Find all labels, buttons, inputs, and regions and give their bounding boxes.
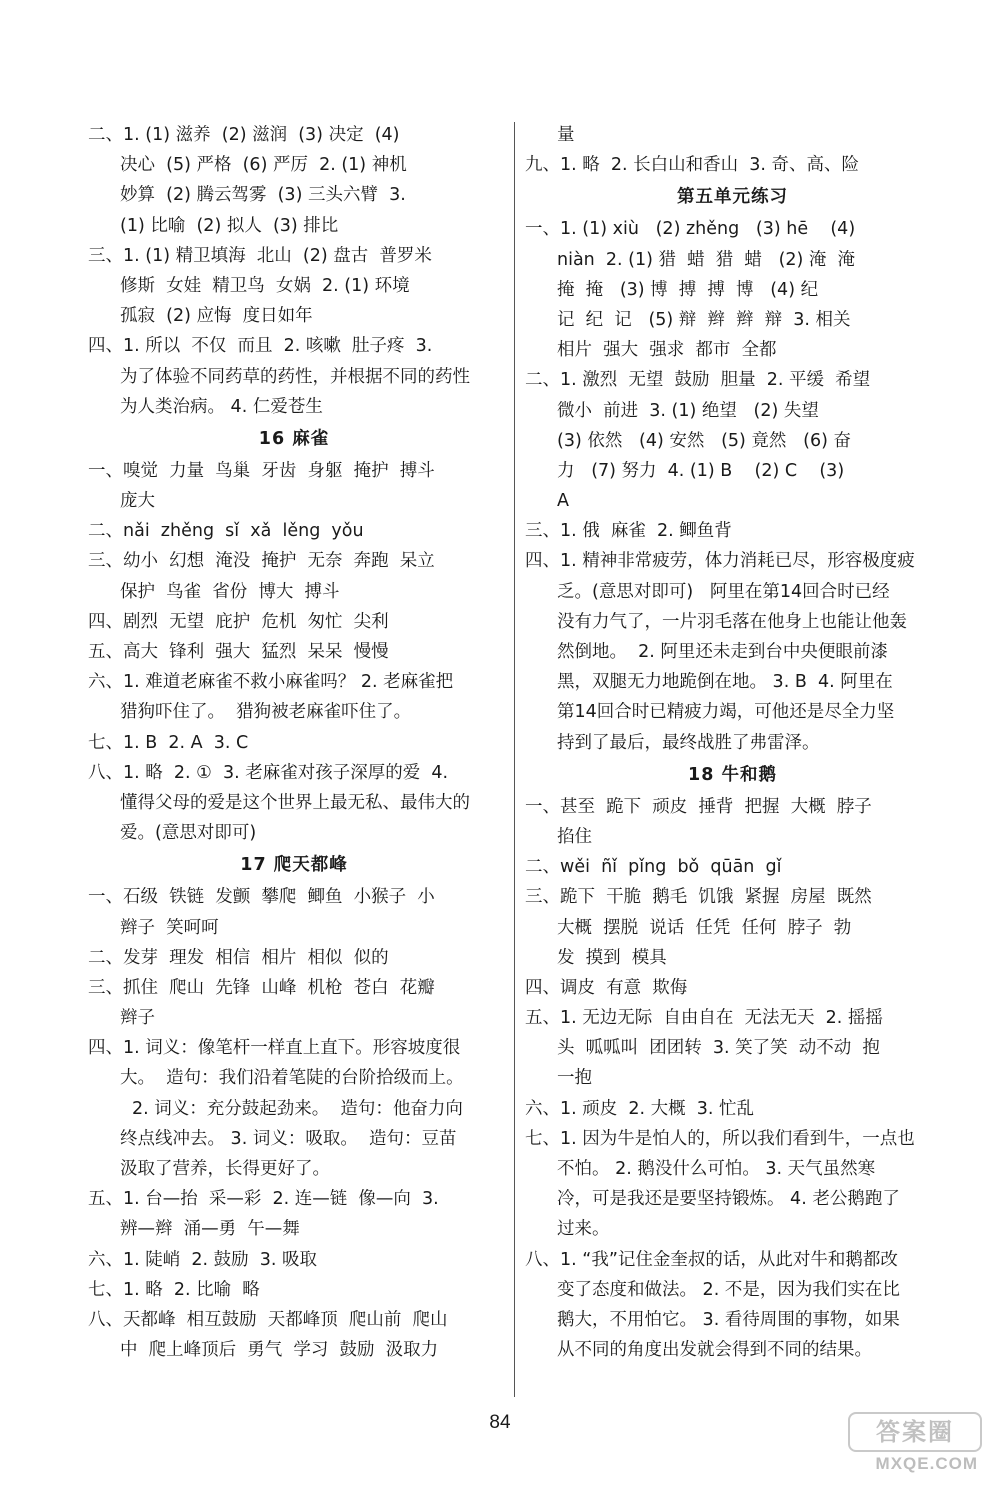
answer-line: 四、1. 精神非常疲劳，体力消耗已尽，形容极度疲 (525, 551, 915, 572)
answer-line: 二、1. (1) 滋养 (2) 滋润 (3) 决定 (4) (88, 125, 400, 145)
column-divider (514, 122, 515, 1397)
answer-line: 辫子 (120, 1008, 155, 1029)
answer-line: 猎狗吓住了。 猎狗被老麻雀吓住了。 (120, 702, 412, 723)
answer-line: 为人类治病。 4. 仁爱苍生 (120, 396, 323, 417)
section-title: 16 麻雀 (258, 428, 330, 449)
answer-line: 乏。(意思对即可) 阿里在第14回合时已经 (557, 581, 890, 602)
answer-line: 从不同的角度出发就会得到不同的结果。 (557, 1340, 872, 1361)
answer-line: 三、跪下 干脆 鹅毛 饥饿 紧握 房屋 既然 (525, 887, 872, 908)
answer-line: (3) 依然 (4) 安然 (5) 竟然 (6) 奋 (557, 430, 851, 451)
answer-line: 孤寂 (2) 应悔 度日如年 (120, 306, 313, 327)
answer-line: 五、1. 无边无际 自由自在 无法无天 2. 摇摇 (525, 1008, 883, 1029)
answer-line: 二、nǎi zhěng sǐ xǎ lěng yǒu (88, 521, 364, 542)
answer-line: 中 爬上峰顶后 勇气 学习 鼓励 汲取力 (120, 1340, 439, 1361)
left-column (88, 120, 500, 1365)
answer-line: 微小 前进 3. (1) 绝望 (2) 失望 (557, 400, 819, 421)
answer-line: 修斯 女娃 精卫鸟 女娲 2. (1) 环境 (120, 275, 410, 296)
answer-line: niàn 2. (1) 猎 蜡 猎 蜡 (2) 淹 淹 (557, 249, 856, 270)
answer-line: 相片 强大 强求 都市 全都 (557, 340, 777, 361)
answer-line: 黑，双腿无力地跪倒在地。 3. B 4. 阿里在 (557, 672, 893, 693)
answer-line: 六、1. 难道老麻雀不救小麻雀吗？ 2. 老麻雀把 (88, 672, 454, 693)
answer-line: 头 呱呱叫 团团转 3. 笑了笑 动不动 抱 (557, 1038, 880, 1059)
answer-line: 八、1. 略 2. ① 3. 老麻雀对孩子深厚的爱 4. (88, 762, 449, 783)
answer-line: 七、1. 因为牛是怕人的，所以我们看到牛，一点也 (525, 1128, 915, 1149)
watermark-logo: 答案圈 (848, 1412, 982, 1452)
answer-line: 懂得父母的爱是这个世界上最无私、最伟大的 (120, 792, 470, 813)
answer-line: 一、1. (1) xiù (2) zhěng (3) hē (4) (525, 219, 856, 240)
answer-line: 四、1. 所以 不仅 而且 2. 咳嗽 肚子疼 3. (88, 336, 433, 357)
answer-line: 汲取了营养，长得更好了。 (120, 1159, 330, 1179)
answer-line: 量 (557, 125, 575, 145)
answer-line: 第14回合时已精疲力竭，可他还是尽全力坚 (557, 702, 895, 723)
answer-line: 三、1. (1) 精卫填海 北山 (2) 盘古 普罗米 (88, 245, 432, 266)
answer-line: 二、wěi ñǐ pǐng bǒ qūān gǐ (525, 857, 782, 878)
answer-line: 然倒地。 2. 阿里还未走到台中央便眼前漆 (557, 642, 888, 662)
answer-line: 终点线冲去。 3. 词义：吸取。 造句：豆苗 (120, 1128, 457, 1149)
answer-line: 持到了最后，最终战胜了弗雷泽。 (557, 732, 820, 753)
answer-line: (1) 比喻 (2) 拟人 (3) 排比 (120, 215, 339, 236)
answer-line: 二、1. 激烈 无望 鼓励 胆量 2. 平缓 希望 (525, 370, 871, 391)
answer-line: 辨—辫 涌—勇 午—舞 (120, 1219, 300, 1240)
section-title: 17 爬天都峰 (240, 855, 348, 876)
watermark-stamp (852, 1412, 982, 1472)
answer-line: A (557, 491, 569, 512)
answer-line: 五、高大 锋利 强大 猛烈 呆呆 慢慢 (88, 642, 389, 662)
answer-line: 大概 摆脱 说话 任凭 任何 脖子 勃 (557, 917, 852, 938)
answer-line: 鹅大，不用怕它。 3. 看待周围的事物，如果 (557, 1309, 900, 1330)
answer-line: 二、发芽 理发 相信 相片 相似 似的 (88, 947, 389, 968)
section-title: 第五单元练习 (677, 187, 788, 208)
answer-line: 力 (7) 努力 4. (1) B (2) C (3) (557, 460, 845, 481)
answer-line: 妙算 (2) 腾云驾雾 (3) 三头六臂 3. (120, 185, 406, 206)
answer-line: 不怕。 2. 鹅没什么可怕。 3. 天气虽然寒 (557, 1159, 876, 1179)
answer-line: 五、1. 台—抬 采—彩 2. 连—链 像—向 3. (88, 1189, 439, 1210)
answer-line: 四、1. 词义：像笔杆一样直上直下。形容坡度很 (88, 1038, 461, 1059)
section-title: 18 牛和鹅 (688, 764, 777, 785)
answer-line: 庞大 (120, 491, 155, 512)
answer-line: 发 摸到 模具 (557, 947, 667, 968)
answer-line: 八、1. “我”记住金奎叔的话，从此对牛和鹅都改 (525, 1249, 898, 1270)
answer-line: 记 纪 记 (5) 辩 辫 辫 辩 3. 相关 (557, 309, 851, 330)
answer-line: 一、石级 铁链 发颤 攀爬 鲫鱼 小猴子 小 (88, 887, 435, 908)
answer-line: 没有力气了，一片羽毛落在他身上也能让他轰 (557, 611, 907, 632)
answer-line: 九、1. 略 2. 长白山和香山 3. 奇、高、险 (525, 155, 860, 176)
answer-line: 爱。(意思对即可) (120, 823, 257, 844)
answer-line: 四、调皮 有意 欺侮 (525, 977, 688, 998)
right-column (525, 120, 940, 1365)
answer-line: 四、剧烈 无望 庇护 危机 匆忙 尖利 (88, 611, 389, 632)
answer-line: 过来。 (557, 1219, 610, 1240)
answer-line: 六、1. 顽皮 2. 大概 3. 忙乱 (525, 1098, 755, 1119)
answer-line: 八、天都峰 相互鼓励 天都峰顶 爬山前 爬山 (88, 1309, 448, 1330)
page-number: 84 (489, 1412, 511, 1433)
answer-line: 三、抓住 爬山 先锋 山峰 机枪 苍白 花瓣 (88, 977, 435, 998)
answer-line: 变了态度和做法。 2. 不是，因为我们实在比 (557, 1279, 900, 1300)
answer-line: 大。 造句：我们沿着笔陡的台阶拾级而上。 (120, 1068, 464, 1089)
answer-line: 一抱 (557, 1068, 592, 1089)
answer-line: 三、1. 俄 麻雀 2. 鲫鱼背 (525, 521, 732, 542)
answer-line: 为了体验不同药草的药性，并根据不同的药性 (120, 366, 470, 387)
answer-line: 2. 词义：充分鼓起劲来。 造句：他奋力向 (132, 1098, 463, 1119)
answer-line: 冷，可是我还是要坚持锻炼。 4. 老公鹅跑了 (557, 1189, 900, 1210)
answer-line: 三、幼小 幻想 淹没 掩护 无奈 奔跑 呆立 (88, 551, 435, 572)
answer-line: 掩 掩 (3) 博 搏 搏 博 (4) 纪 (557, 279, 819, 300)
answer-line: 一、甚至 跪下 顽皮 捶背 把握 大概 脖子 (525, 796, 872, 817)
answer-line: 六、1. 陡峭 2. 鼓励 3. 吸取 (88, 1249, 318, 1270)
answer-line: 保护 鸟雀 省份 博大 搏斗 (120, 581, 340, 602)
answer-line: 七、1. B 2. A 3. C (88, 732, 249, 753)
answer-line: 七、1. 略 2. 比喻 略 (88, 1279, 260, 1300)
answer-line: 一、嗅觉 力量 鸟巢 牙齿 身躯 掩护 搏斗 (88, 460, 435, 481)
answer-line: 掐住 (557, 826, 592, 847)
watermark-site: MXQE.COM (875, 1454, 978, 1473)
answer-line: 辫子 笑呵呵 (120, 917, 219, 938)
answer-line: 决心 (5) 严格 (6) 严厉 2. (1) 神机 (120, 155, 407, 176)
